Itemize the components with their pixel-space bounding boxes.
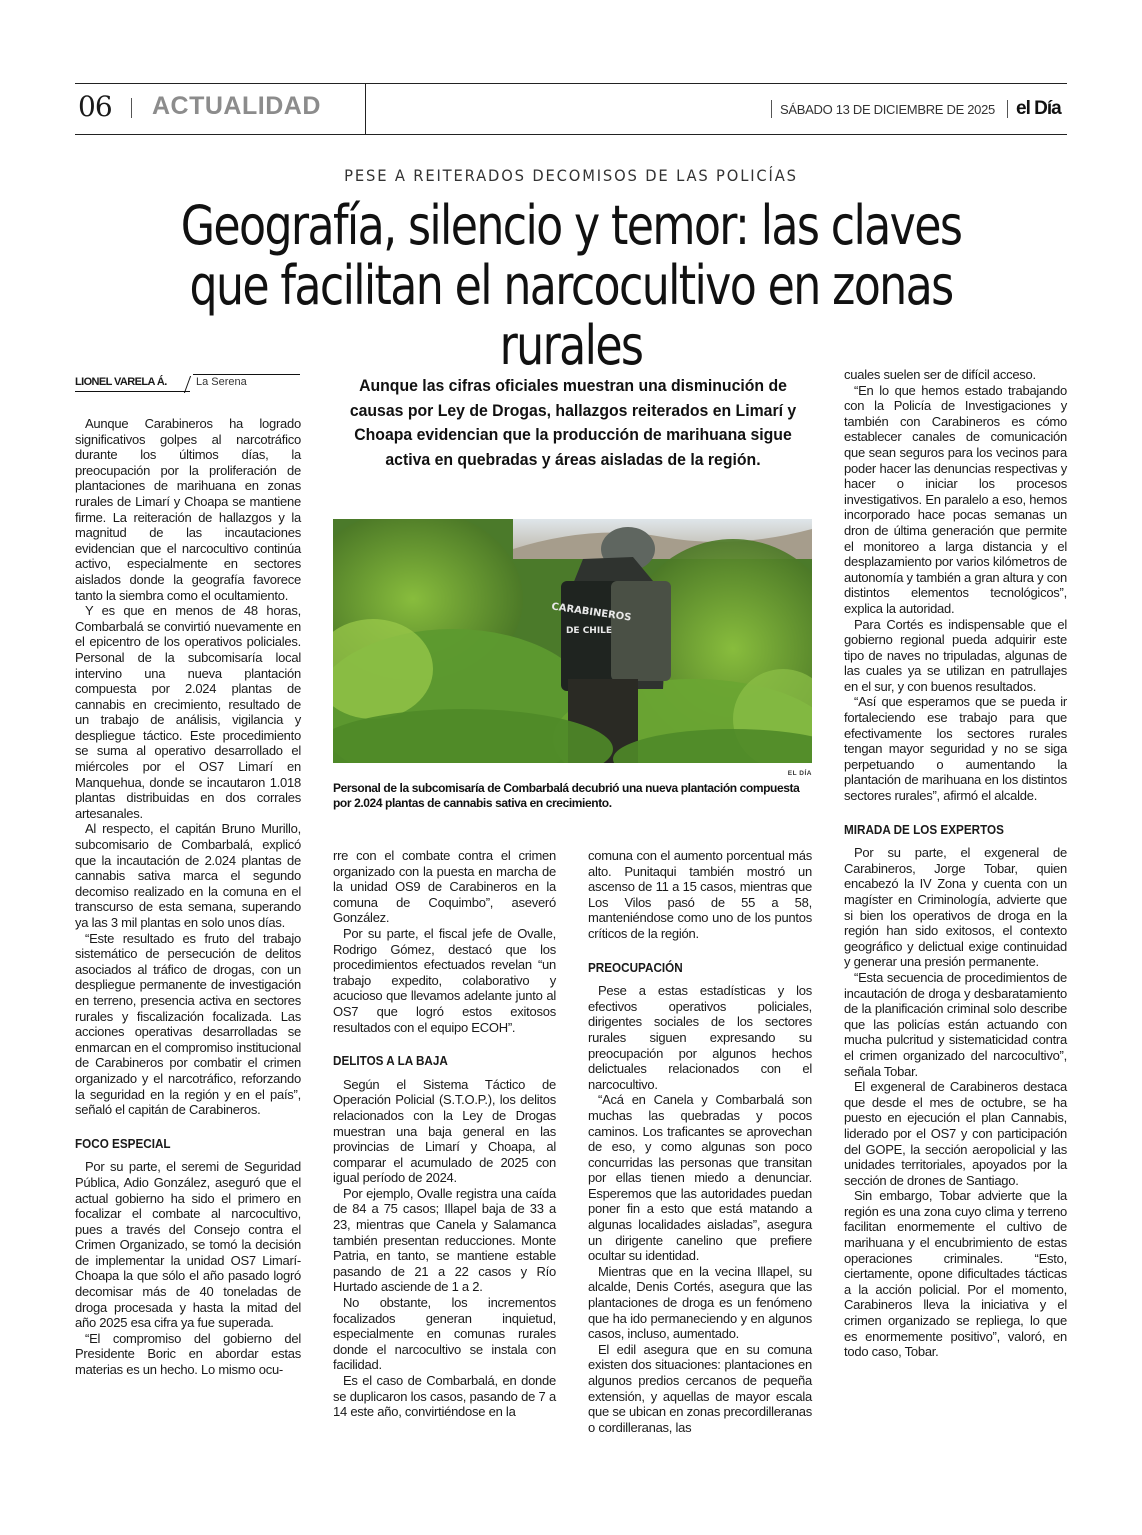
paragraph: Y es que en menos de 48 horas, Combarbalá se convirtió nuevamente en el epicentro de los operativos policiales. Personal de la subcomisaría local intervino una nueva plantación compuesta por 2.024 plantas de cannabis en crecimiento, resultado de un trabajo de análisis, vigilancia y despliegue táctico. Este procedimiento se suma al operativo desarrollado el miércoles por el OS7 Limarí en Manquehua, donde se incautaron 1.018 plantas distribuidas en dos corrales artesanales. bbox=[75, 603, 301, 821]
vest-text: DE CHILE bbox=[565, 626, 613, 636]
paragraph: No obstante, los incrementos focalizados generan inquietud, especialmente en comunas rurales donde el narcocultivo se instala con facilidad. bbox=[333, 1295, 556, 1373]
paragraph: Es el caso de Combarbalá, en donde se duplicaron los casos, pasando de 7 a 14 este año, convirtiéndose en la bbox=[333, 1373, 556, 1420]
paragraph: “Esta secuencia de procedimientos de incautación de droga y desbaratamiento de la planificación criminal solo describe que las policías están actuando con mucha pulcritud y sistematicidad contra el crimen organizado del narcocultivo”, señala Tobar. bbox=[844, 969, 1067, 1079]
paragraph: Mientras que en la vecina Illapel, su alcalde, Denis Cortés, asegura que las plantaciones de droga es un fenómeno que ha ido permaneciendo y en algunos casos, incluso, aumentado. bbox=[588, 1263, 812, 1342]
article-column-4 bbox=[844, 367, 1067, 1360]
header-divider bbox=[365, 83, 366, 135]
paragraph: El edil asegura que en su comuna existen dos situaciones: plantaciones en algunos predios cercanos de pequeña extensión, y aquellas de mayor escala que se ubican en zonas precordilleranas o cordilleranas, las bbox=[588, 1341, 812, 1435]
paragraph: “Este resultado es fruto del trabajo sistemático de persecución de delitos asociados al tráfico de drogas, con un despliegue permanente de investigación en terreno, presencia activa en sectores rurales y fiscalización focalizada. Las acciones operativas desarrolladas se enmarcan en el compromiso institucional de Carabineros por combatir el crimen organizado y el narcotráfico, reforzando la seguridad en la región y en el país”, señaló el capitán de Carabineros. bbox=[75, 930, 301, 1118]
article-column-2 bbox=[333, 848, 556, 1420]
article-column-3 bbox=[588, 848, 812, 1435]
paragraph: Pese a estas estadísticas y los efectivos operativos policiales, dirigentes sociales de los sectores rurales siguen expresando su preocupación por algunos hechos delictuales relacionados con el narcocultivo. bbox=[588, 983, 812, 1092]
byline-underline bbox=[75, 391, 190, 392]
paragraph: Por su parte, el exgeneral de Carabineros, Jorge Tobar, quien encabezó la IV Zona y cuenta con un magíster en Criminología, advierte que si bien los operativos de droga en la región han sido exitosos, el contexto geográfico y delictual exige continuidad y generar una presión permanente. bbox=[844, 845, 1067, 970]
subhead-foco-especial: FOCO ESPECIAL bbox=[75, 1135, 171, 1151]
subhead-preocupacion: PREOCUPACIÓN bbox=[588, 959, 683, 975]
paragraph: “El compromiso del gobierno del Presidente Boric en abordar estas materias es un hecho. Lo mismo ocu- bbox=[75, 1330, 301, 1378]
masthead-logo: el Día bbox=[1016, 98, 1061, 119]
byline-overline bbox=[193, 374, 300, 375]
paragraph: “Así que esperamos que se pueda ir fortaleciendo ese trabajo para que efectivamente los sectores rurales tengan mayor seguridad y no se siga perpetuando o aumentando la plantación de marihuana en los distintos sectores rurales”, afirmó el alcalde. bbox=[844, 694, 1067, 804]
article-column-1 bbox=[75, 416, 301, 1378]
paragraph: rre con el combate contra el crimen organizado con la puesta en marcha de la unidad OS9 de Carabineros en la comuna de Coquimbo”, aseveró González. bbox=[333, 848, 556, 926]
article-kicker: PESE A REITERADOS DECOMISOS DE LAS POLICÍAS bbox=[344, 166, 798, 185]
paragraph: Al respecto, el capitán Bruno Murillo, subcomisario de Combarbalá, explicó que la incautación de 2.024 plantas de cannabis sativa marca el segundo decomiso realizado en la comuna en el transcurso de esta semana, superando ya las 3 mil plantas en solo unos días. bbox=[75, 821, 301, 930]
header-top-rule bbox=[75, 83, 1067, 84]
publication-date: SÁBADO 13 DE DICIEMBRE DE 2025 bbox=[780, 102, 995, 117]
paragraph: El exgeneral de Carabineros destaca que desde el mes de octubre, se ha puesto en ejecución el plan Cannabis, liderado por el OS7 y con participación del GOPE, la sección aeropolicial y las unidades territoriales, apoyados por la sección de drones de Santiago. bbox=[844, 1079, 1067, 1188]
article-photo bbox=[333, 519, 812, 763]
subhead-mirada-de-los-expertos: MIRADA DE LOS EXPERTOS bbox=[844, 821, 1004, 837]
header-separator bbox=[1007, 100, 1008, 118]
author-name: LIONEL VARELA Á. bbox=[75, 376, 167, 388]
paragraph: Por su parte, el fiscal jefe de Ovalle, Rodrigo Gómez, destacó que los procedimientos efectuados revelan “un trabajo expedito, colaborativo y acucioso que llevamos adelante junto al OS7 que logró estos exitosos resultados con el equipo ECOH”. bbox=[333, 925, 556, 1035]
article-headline: Geografía, silencio y temor: las claves que facilitan el narcocultivo en zonas rurales bbox=[180, 194, 962, 377]
paragraph: Según el Sistema Táctico de Operación Policial (S.T.O.P.), los delitos relacionados con la Ley de Drogas muestran una baja general en las provincias de Limarí y Choapa, al comparar el acumulado de 2025 con igual período de 2024. bbox=[333, 1076, 556, 1186]
header-separator bbox=[131, 98, 132, 118]
vest-text: CARABINEROS bbox=[550, 601, 632, 624]
paragraph: cuales suelen ser de difícil acceso. bbox=[844, 367, 1036, 382]
paragraph: Por ejemplo, Ovalle registra una caída de 84 a 75 casos; Illapel baja de 33 a 23, mientras que Canela y Salamanca también presentan reducciones. Monte Patria, en tanto, se mantiene estable pasando de 21 a 22 casos y Río Hurtado asciende de 1 a 2. bbox=[333, 1185, 556, 1295]
page-number: 06 bbox=[78, 90, 112, 123]
paragraph: Para Cortés es indispensable que el gobierno regional pueda adquirir este tipo de naves no tripuladas, algunas de las cuales ya se utilizan en patrullajes en el sur, y con buenos resultados. bbox=[844, 616, 1067, 694]
photo-caption: Personal de la subcomisaría de Combarbalá decubrió una nueva plantación compuesta por 2.024 plantas de cannabis sativa en crecimiento. bbox=[333, 781, 800, 810]
paragraph: “En lo que hemos estado trabajando con la Policía de Investigaciones y también con Carabineros es cómo establecer canales de comunicación que sean seguros para los vecinos para poder hacer las denuncias respectivas y hacer o iniciar los procesos investigativos. En paralelo a eso, hemos incorporado hace pocas semanas un dron de última generación que permite el monitoreo a larga distancia y el desplazamiento por varios kilómetros de autonomía y también a gran altura y con distintos elementos tecnológicos”, explica la autoridad. bbox=[844, 382, 1067, 616]
photo-credit: EL DÍA bbox=[787, 770, 812, 777]
paragraph: Por su parte, el seremi de Seguridad Pública, Adio González, aseguró que el actual gobierno ha sido el primero en focalizar el combate al narcocultivo, pues a través del Consejo contra el Crimen Organizado, se tomó la decisión de implementar la unidad OS7 Limarí-Choapa la que sólo el año pasado logró decomisar más de 40 toneladas de droga procesada y hasta la mitad del año 2025 esa cifra ya fue superada. bbox=[75, 1159, 301, 1331]
section-label: ACTUALIDAD bbox=[152, 92, 321, 120]
paragraph: Aunque Carabineros ha logrado significativos golpes al narcotráfico durante los últimos días, la preocupación por la proliferación de plantaciones de marihuana en zonas rurales de Limarí y Choapa se mantiene firme. La reiteración de hallazgos y la magnitud de las incautaciones evidencian que el narcocultivo continúa activo, especialmente en sectores aislados donde la geografía favorece tanto la siembra como el ocultamiento. bbox=[75, 416, 301, 603]
dateline-location: La Serena bbox=[196, 376, 247, 388]
paragraph: Sin embargo, Tobar advierte que la región es una zona cuyo clima y terreno facilitan enormemente el cultivo de marihuana y el encubrimiento de estas operaciones criminales. “Esto, ciertamente, opone dificultades tácticas a la acción policial. Por el momento, Carabineros lleva la iniciativa y el crimen organizado se repliega, lo que es enormemente positivo”, valoró, en todo caso, Tobar. bbox=[844, 1188, 1067, 1360]
header-separator bbox=[771, 100, 772, 118]
paragraph: “Acá en Canela y Combarbalá son muchas las quebradas y pocos caminos. Los traficantes se aprovechan de eso, y como algunas son poco concurridas las personas que transitan por ellas tienen miedo a denunciar. Esperemos que las autoridades puedan poner fin a esto que está matando a algunas localidades aisladas”, asegura un dirigente canelino que prefiere ocultar su identidad. bbox=[588, 1092, 812, 1264]
paragraph: comuna con el aumento porcentual más alto. Punitaqui también mostró un ascenso de 11 a 15 casos, mientras que Los Vilos pasó de 55 a 58, manteniéndose como uno de los puntos críticos de la región. bbox=[588, 848, 812, 941]
photo-illustration bbox=[333, 519, 812, 763]
byline bbox=[75, 374, 300, 394]
header-bottom-rule bbox=[75, 134, 1067, 135]
article-deck: Aunque las cifras oficiales muestran una disminución de causas por Ley de Drogas, hallazgos reiterados en Limarí y Choapa evidencian que la producción de marihuana sigue activa en quebradas y áreas aisladas de la región. bbox=[349, 376, 797, 469]
subhead-delitos-a-la-baja: DELITOS A LA BAJA bbox=[333, 1053, 448, 1069]
